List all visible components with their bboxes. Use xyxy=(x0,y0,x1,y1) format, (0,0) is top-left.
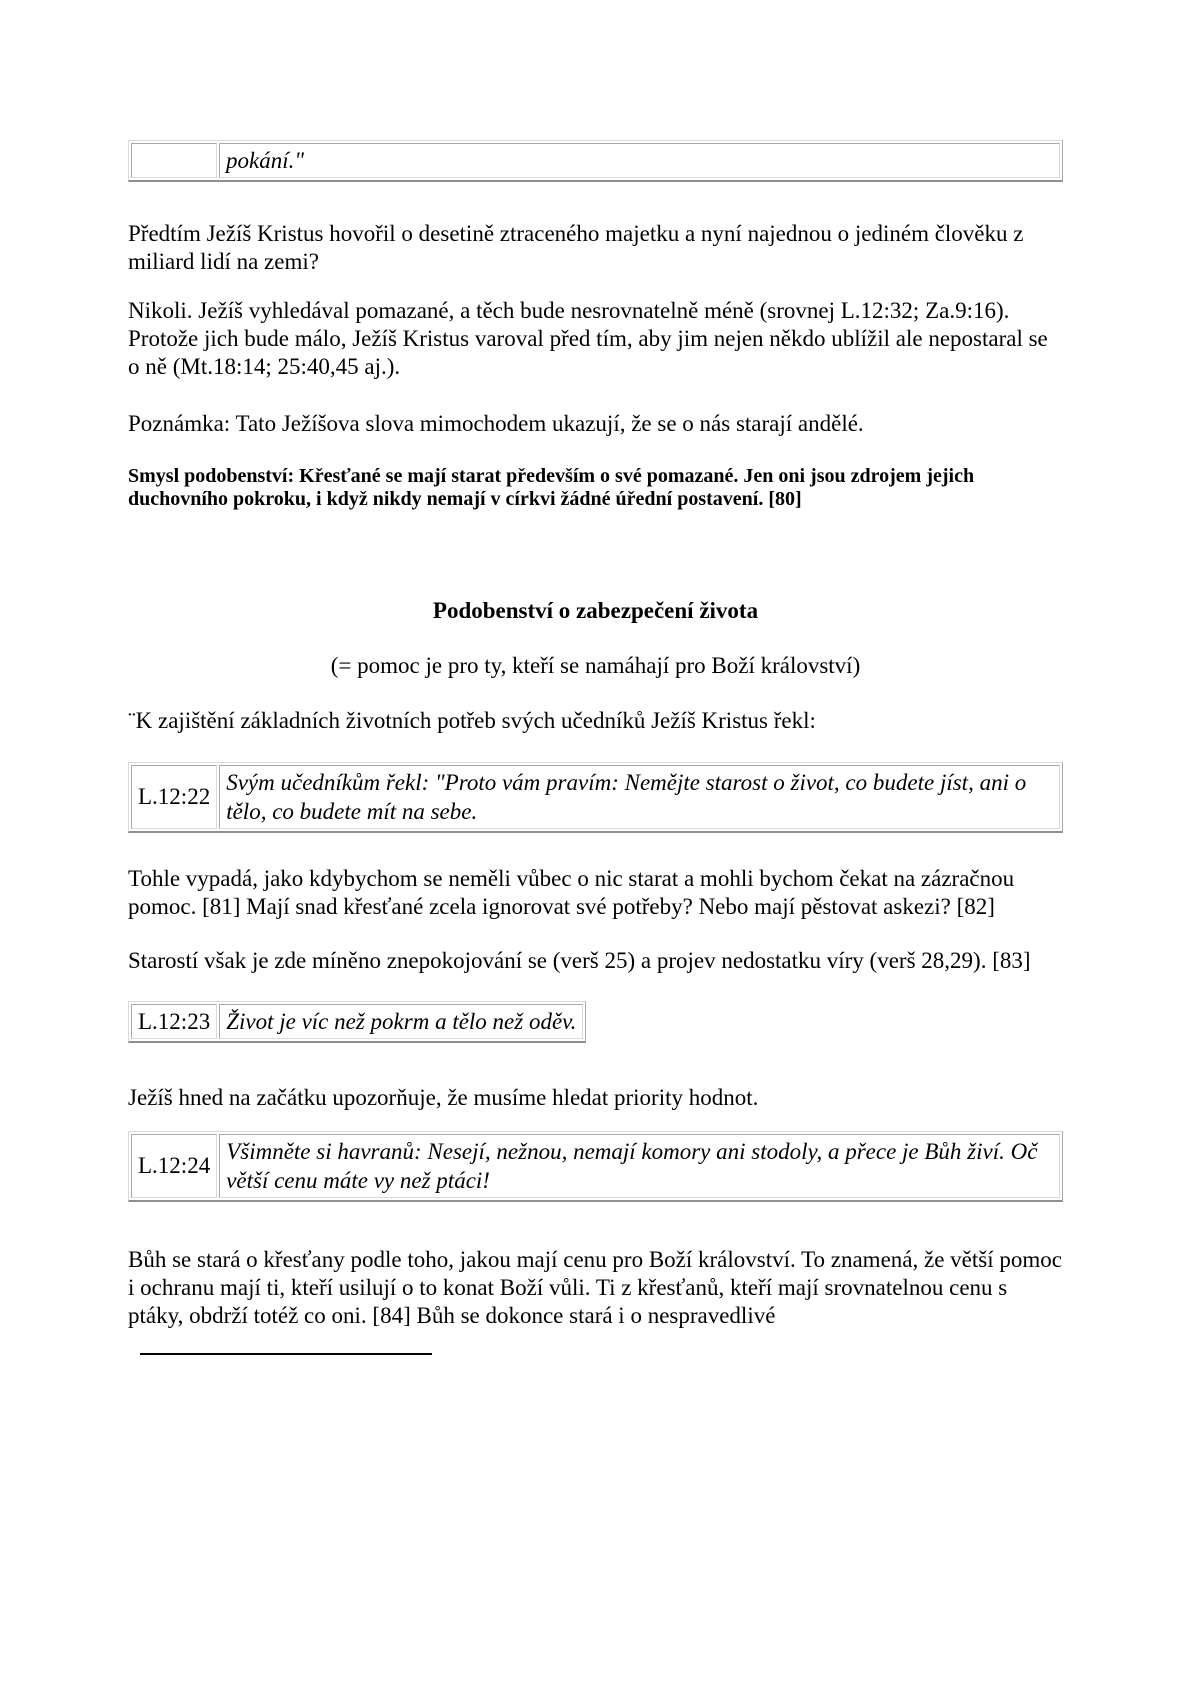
verse-table-l12-22 xyxy=(128,762,1063,833)
verse-ref-cell: L.12:23 xyxy=(131,1004,217,1039)
verse-table-l12-23 xyxy=(128,1001,586,1043)
paragraph-note-angels: Poznámka: Tato Ježíšova slova mimochodem ukazují, že se o nás starají andělé. xyxy=(128,411,864,436)
paragraph-commentary-2: Starostí však je zde míněno znepokojování se (verš 25) a projev nedostatku víry (verš 28,29). [83] xyxy=(128,948,1031,973)
paragraph-lost-property: Předtím Ježíš Kristus hovořil o desetině ztraceného majetku a nyní najednou o jediném člověku z miliard lidí na zemi? xyxy=(128,221,1024,274)
table-row xyxy=(131,1134,1060,1198)
parable-meaning-note: Smysl podobenství: Křesťané se mají starat především o své pomazané. Jen oni jsou zdrojem jejich duchovního pokroku, i když nikdy nemají v církvi žádné úřední postavení. [80] xyxy=(128,465,975,510)
verse-text-cell: Všimněte si havranů: Nesejí, nežnou, nemají komory ani stodoly, a přece je Bůh živí. Oč větší cenu máte vy než ptáci! xyxy=(219,1134,1060,1198)
paragraph-commentary-3: Ježíš hned na začátku upozorňuje, že musíme hledat priority hodnot. xyxy=(128,1085,759,1110)
verse-ref-cell xyxy=(131,143,217,178)
paragraph-intro: ¨K zajištění základních životních potřeb svých učedníků Ježíš Kristus řekl: xyxy=(128,708,816,733)
verse-text-cell: Svým učedníkům řekl: "Proto vám pravím: Nemějte starost o život, co budete jíst, ani o tělo, co budete mít na sebe. xyxy=(219,765,1060,829)
paragraph-commentary-1: Tohle vypadá, jako kdybychom se neměli vůbec o nic starat a mohli bychom čekat na zázračnou pomoc. [81] Mají snad křesťané zcela ignorovat své potřeby? Nebo mají pěstovat askezi? [82] xyxy=(128,866,1015,919)
verse-ref-cell: L.12:22 xyxy=(131,765,217,829)
document-page xyxy=(128,140,1063,1355)
verse-table-continued xyxy=(128,140,1063,182)
table-row xyxy=(131,143,1060,178)
paragraph-anointed: Nikoli. Ježíš vyhledával pomazané, a těch bude nesrovnatelně méně (srovnej L.12:32; Za.9:16). Protože jich bude málo, Ježíš Kristus varoval před tím, aby jim nejen někdo ublížil ale nepostaral se o ně (Mt.18:14; 25:40,45 aj.). xyxy=(128,298,1048,379)
section-title: Podobenství o zabezpečení života xyxy=(432,598,759,623)
verse-table-l12-24 xyxy=(128,1131,1063,1202)
verse-text-cell: Život je víc než pokrm a tělo než oděv. xyxy=(219,1004,583,1039)
paragraph-commentary-4: Bůh se stará o křesťany podle toho, jakou mají cenu pro Boží království. To znamená, že větší pomoc i ochranu mají ti, kteří usilují o to konat Boží vůli. Ti z křesťanů, kteří mají srovnatelnou cenu s ptáky, obdrží totéž co oni. [84] Bůh se dokonce stará i o nespravedlivé xyxy=(128,1247,1062,1328)
table-row xyxy=(131,765,1060,829)
verse-ref-cell: L.12:24 xyxy=(131,1134,217,1198)
table-row xyxy=(131,1004,583,1039)
verse-text-cell: pokání." xyxy=(219,143,1060,178)
footnote-separator xyxy=(140,1353,432,1355)
section-subtitle: (= pomoc je pro ty, kteří se namáhají pro Boží království) xyxy=(330,653,861,678)
